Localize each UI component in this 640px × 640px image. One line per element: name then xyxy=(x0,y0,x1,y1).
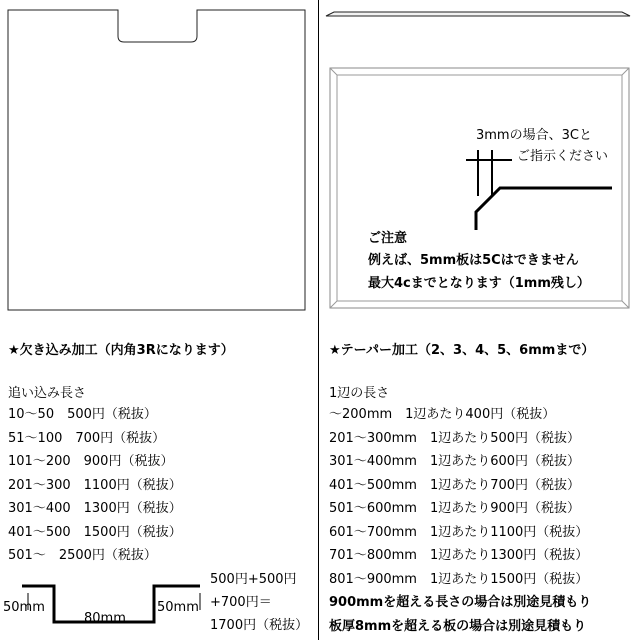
dimension-middle-label: 80mm xyxy=(84,611,126,626)
caution-title: ご注意 xyxy=(368,231,408,246)
list-item: 900mmを超える長さの場合は別途見積もり xyxy=(329,595,592,610)
list-item: 601～700mm 1辺あたり1100円（税抜） xyxy=(329,524,589,540)
list-item: 501～600mm 1辺あたり900円（税抜） xyxy=(329,501,581,516)
list-item: 201～300mm 1辺あたり500円（税抜） xyxy=(329,430,581,446)
list-item: 201～300 1100円（税抜） xyxy=(8,477,182,493)
list-item: 51～100 700円（税抜） xyxy=(8,430,166,446)
note-3mm-line2: ご指示ください xyxy=(517,149,609,164)
calc-line-1: 500円+500円 xyxy=(210,572,297,587)
caution-line1: 例えば、5mm板は5Cはできません xyxy=(368,253,579,268)
dimension-right-label: 50mm xyxy=(157,600,199,615)
notch-list-title: 追い込み長さ xyxy=(8,386,87,401)
caution-line2: 最大4cまでとなります（1mm残し） xyxy=(368,276,590,291)
list-item: 501～ 2500円（税抜） xyxy=(8,548,157,563)
list-item: 101～200 900円（税抜） xyxy=(8,454,174,469)
list-item: 板厚8mmを超える板の場合は別途見積もり xyxy=(329,618,587,634)
taper-section-heading: ★テーパー加工（2、3、4、5、6mmまで） xyxy=(329,343,595,358)
list-item: 301～400 1300円（税抜） xyxy=(8,501,182,516)
dimension-left-label: 50mm xyxy=(3,600,45,615)
taper-price-list xyxy=(329,403,591,638)
list-item: 401～500 1500円（税抜） xyxy=(8,524,182,540)
notched-plate-outline xyxy=(8,10,305,310)
list-item: 801～900mm 1辺あたり1500円（税抜） xyxy=(329,571,589,587)
list-item: 301～400mm 1辺あたり600円（税抜） xyxy=(329,454,581,469)
notch-section-heading: ★欠き込み加工（内角3Rになります） xyxy=(8,343,234,358)
list-item: 10～50 500円（税抜） xyxy=(8,407,157,422)
calc-line-2: +700円＝ xyxy=(210,595,272,610)
list-item: 401～500mm 1辺あたり700円（税抜） xyxy=(329,477,581,493)
note-3mm-line1: 3mmの場合、3Cと xyxy=(476,128,592,143)
calc-line-3: 1700円（税抜） xyxy=(210,618,309,633)
list-item: ～200mm 1辺あたり400円（税抜） xyxy=(329,407,556,422)
list-item: 701～800mm 1辺あたり1300円（税抜） xyxy=(329,548,589,563)
taper-edge-profile xyxy=(326,12,630,16)
taper-list-title: 1辺の長さ xyxy=(329,386,390,401)
notch-price-list xyxy=(8,403,182,568)
